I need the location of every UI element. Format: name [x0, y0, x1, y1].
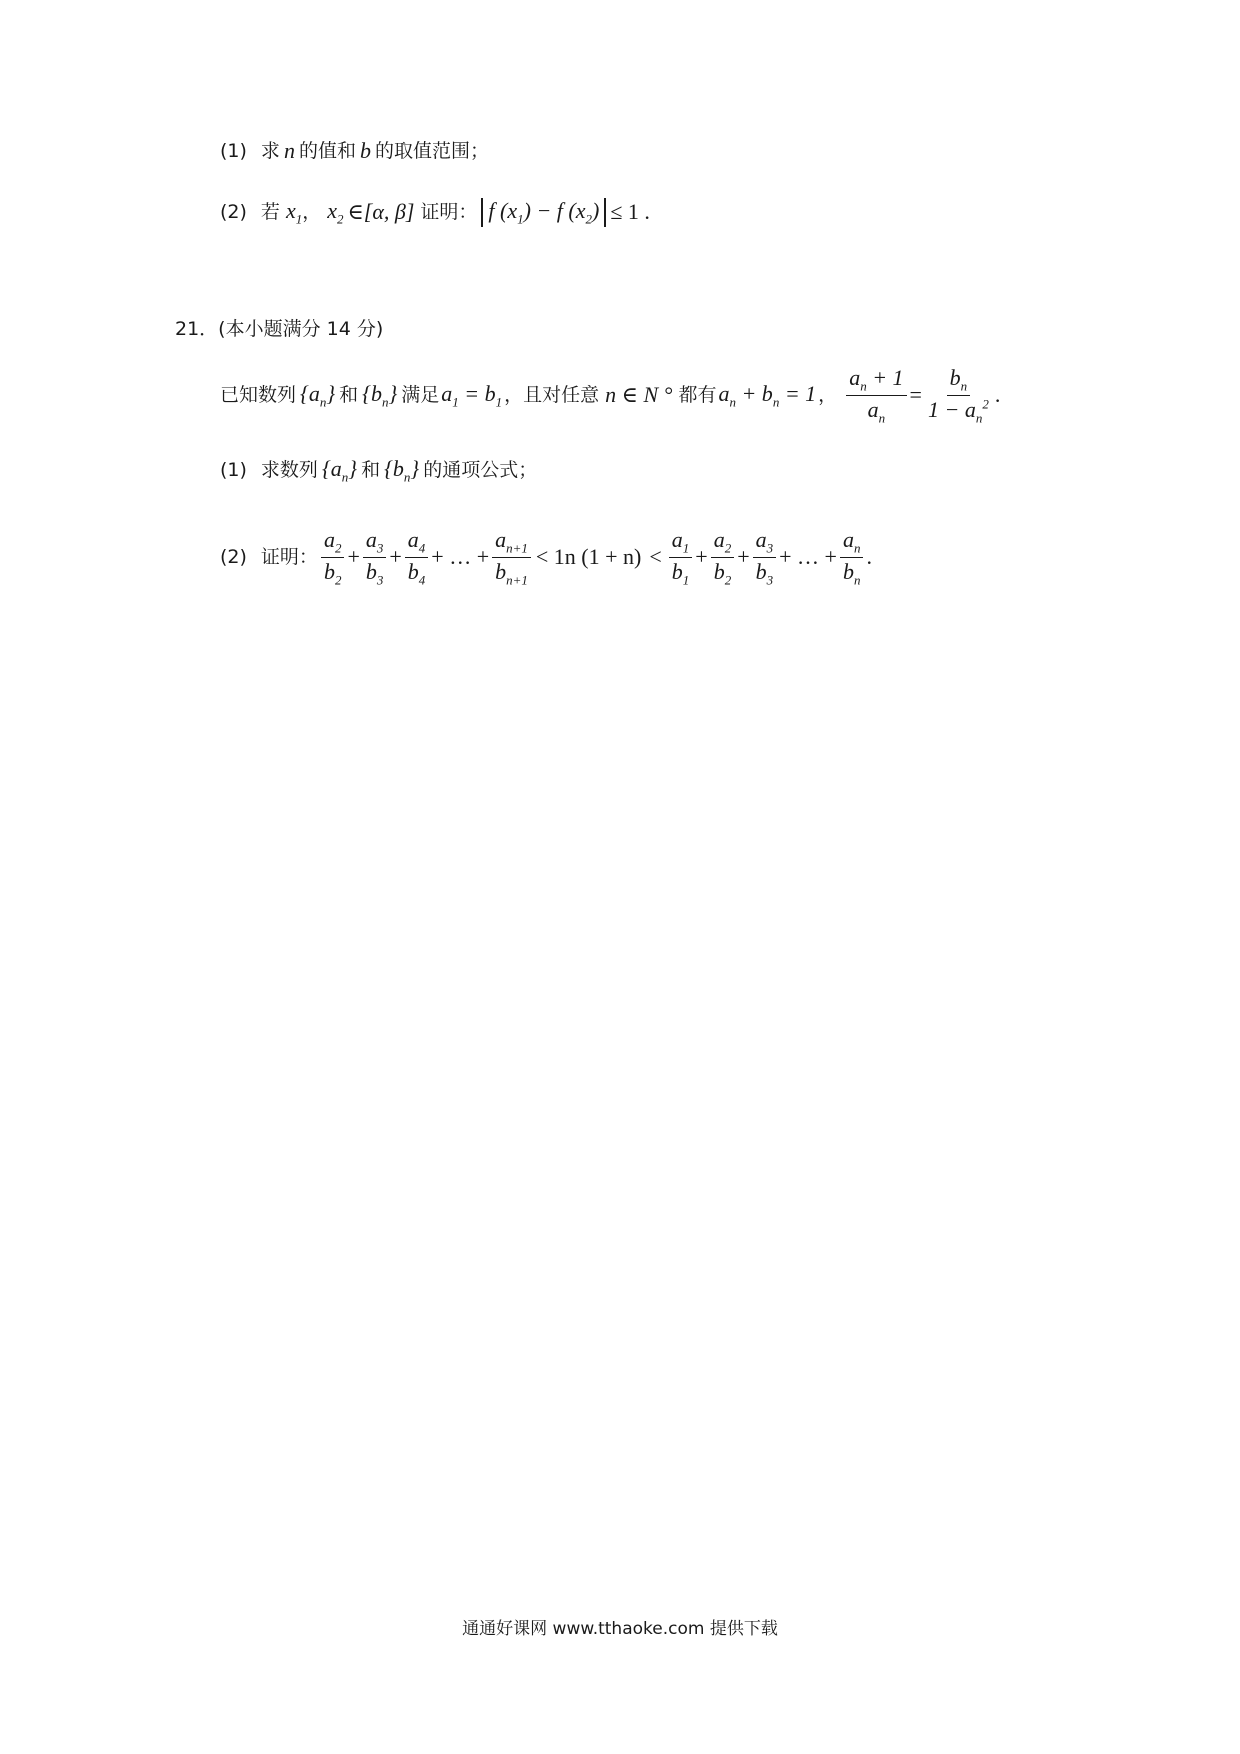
fraction-a3-b3-right: $\frac{a_3}{b_3}$ — [753, 526, 777, 588]
question-21-stem — [220, 364, 1000, 426]
ellipsis: + … + — [779, 543, 837, 569]
text: 若 — [260, 201, 280, 224]
math-var: n — [283, 138, 295, 163]
math-interval: ∈[α, β] — [347, 199, 415, 225]
text: 都有 — [678, 383, 717, 406]
part-label: (1) — [220, 139, 247, 162]
fraction-a4-b4: $\frac{a_4}{b_4}$ — [405, 526, 429, 588]
text: 满足 — [401, 383, 440, 406]
plus-sign: + — [695, 543, 708, 569]
text: 的值和 — [298, 139, 356, 162]
fraction-left: $\frac{a_n + 1}{a_n}$ — [846, 364, 906, 426]
fraction-right: $\frac{b_n}{1 - a_n^2}$ — [927, 365, 989, 426]
text: 的通项公式； — [423, 459, 538, 482]
prev-part-2 — [220, 198, 650, 227]
fraction-a2-b2: $\frac{a_2}{b_2}$ — [321, 526, 345, 588]
math-a1-eq-b1: $a_1 = b_1$ — [441, 380, 503, 410]
part-label: (2) — [220, 201, 247, 224]
text: ， — [818, 383, 838, 406]
header-text: 21．(本小题满分 14 分) — [175, 318, 384, 340]
seq-a: $\{a_n\}$ — [321, 456, 358, 485]
text: 的取值范围； — [374, 139, 489, 162]
text: 已知数列 — [220, 383, 297, 406]
math-sum-eq: $a_n + b_n = 1$ — [718, 380, 817, 410]
math-middle: < 1n (1 + n) — [535, 543, 642, 569]
text: 和 — [361, 459, 381, 482]
plus-sign: + — [347, 543, 360, 569]
fraction-a3-b3: $\frac{a_3}{b_3}$ — [363, 526, 387, 588]
page-footer: 通通好课网 www.tthaoke.com 提供下载 — [462, 1619, 778, 1639]
math-x1: $x_1$ — [285, 198, 303, 227]
math-ineq: ≤ 1 . — [610, 199, 650, 225]
text: ，且对任意 — [504, 383, 600, 406]
ellipsis: + … + — [431, 543, 490, 569]
question-21-part-2 — [220, 526, 872, 588]
fraction-a2-b2-right: $\frac{a_2}{b_2}$ — [711, 526, 735, 588]
period: . — [994, 381, 1001, 407]
math-abs-expression: f $(x_1) - f$ $(x_2)$ — [481, 198, 606, 227]
fraction-a1-b1: $\frac{a_1}{b_1}$ — [669, 526, 693, 588]
question-21-header — [175, 318, 383, 341]
period: . — [866, 543, 872, 569]
math-n-in-n: n ∈ N ° — [605, 381, 673, 407]
question-21-part-1 — [220, 456, 537, 485]
fraction-an-bn: $\frac{a_n}{b_n}$ — [840, 526, 864, 588]
part-label: (1) — [220, 459, 247, 482]
seq-b: $\{b_n\}$ — [384, 456, 420, 485]
equals-sign: = — [909, 381, 922, 407]
plus-sign: + — [389, 543, 402, 569]
math-var: b — [359, 138, 371, 163]
prev-part-1 — [220, 138, 489, 164]
text: ， — [302, 201, 322, 224]
part-label: (2) — [220, 545, 247, 568]
plus-sign: + — [737, 543, 750, 569]
seq-b: $\{b_n\}$ — [362, 380, 398, 410]
text: 证明： — [420, 201, 478, 224]
less-than: < — [649, 543, 662, 569]
text: 求 — [260, 139, 280, 162]
text: 求数列 — [260, 459, 318, 482]
seq-a: $\{a_n\}$ — [300, 380, 336, 410]
text: 和 — [339, 383, 359, 406]
text: 证明： — [260, 545, 318, 568]
fraction-an1-bn1: $\frac{a_{n+1}}{b_{n+1}}$ — [492, 526, 531, 588]
math-x2: $x_2$ — [327, 198, 344, 227]
